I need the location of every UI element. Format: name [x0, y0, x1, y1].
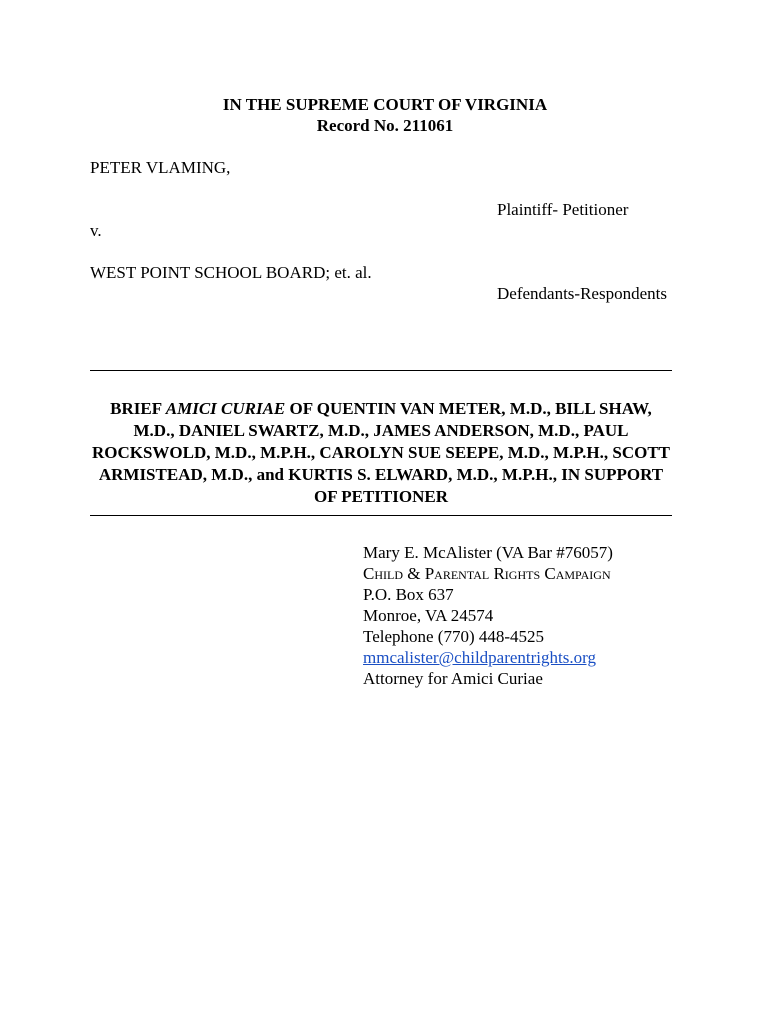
brief-title — [90, 398, 672, 508]
counsel-city: Monroe, VA 24574 — [363, 606, 494, 625]
counsel-block — [363, 542, 613, 689]
counsel-name: Mary E. McAlister (VA Bar #76057) — [363, 543, 613, 562]
defendant-role: Defendants-Respondents — [497, 284, 667, 303]
counsel-po-box: P.O. Box 637 — [363, 585, 454, 604]
brief-prefix: BRIEF — [110, 399, 166, 418]
record-number: Record No. 211061 — [316, 116, 454, 135]
top-divider — [90, 370, 672, 371]
counsel-email-link[interactable]: mmcalister@childparentrights.org — [363, 648, 596, 667]
court-heading — [0, 94, 770, 136]
defendant-name: WEST POINT SCHOOL BOARD; et. al. — [90, 263, 372, 282]
brief-body: OF QUENTIN VAN METER, M.D., BILL SHAW, M.D., DANIEL SWARTZ, M.D., JAMES ANDERSON, M.D., PAUL ROCKSWOLD, M.D., M.P.H., CAROLYN SUE SEEPE, M.D., M.P.H., SCOTT ARMISTEAD, M.D., and KURTIS S. ELWARD, M.D., M.P.H., IN SUPPORT OF PETITIONER — [91, 399, 671, 506]
counsel-role: Attorney for Amici Curiae — [363, 669, 543, 688]
versus-label: v. — [90, 221, 102, 240]
bottom-divider — [90, 515, 672, 516]
plaintiff-role: Plaintiff- Petitioner — [497, 200, 629, 219]
plaintiff-name: PETER VLAMING, — [90, 158, 231, 177]
counsel-telephone: Telephone (770) 448-4525 — [363, 627, 545, 646]
counsel-organization: Child & Parental Rights Campaign — [363, 564, 611, 583]
court-name: IN THE SUPREME COURT OF VIRGINIA — [222, 95, 548, 114]
brief-amici: AMICI CURIAE — [165, 399, 286, 418]
